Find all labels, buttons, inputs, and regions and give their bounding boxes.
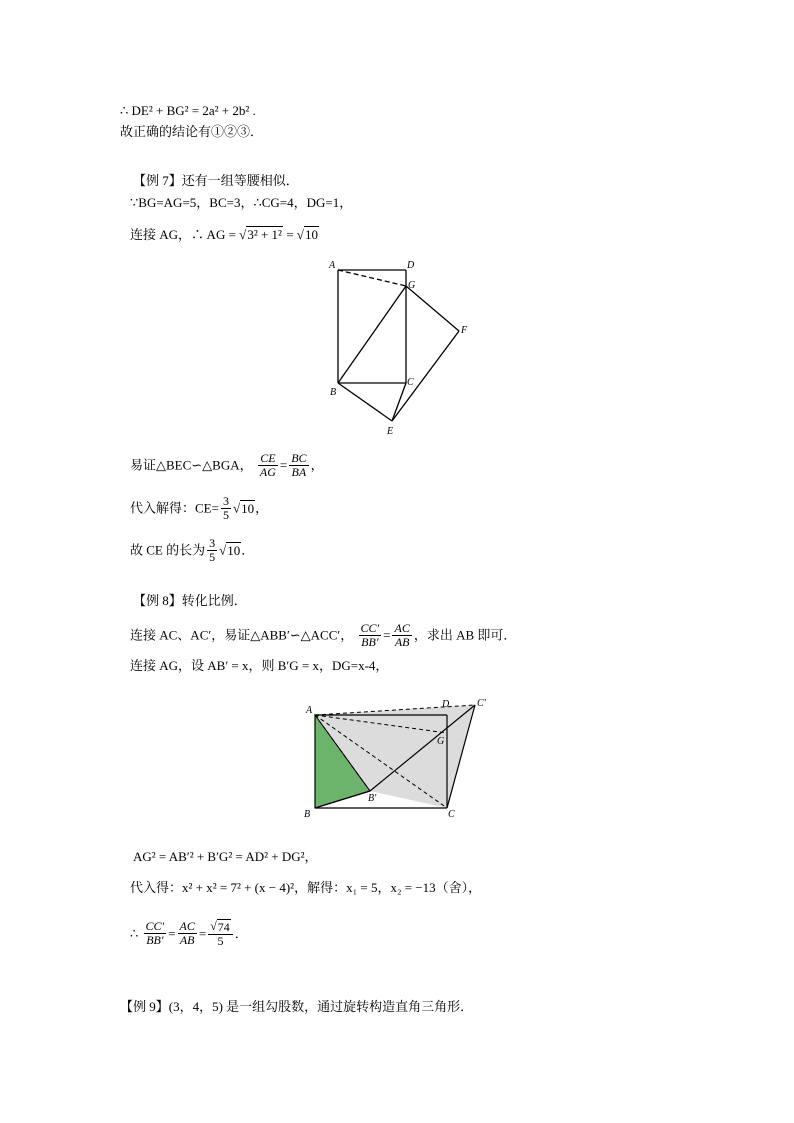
edge-BE xyxy=(338,383,392,421)
example-8-result: ∴ $\frac{CC'}{BB'}$ = $\frac{AC}{AB}$ = $\frac{√74}{5}$ ． xyxy=(130,919,248,948)
example-9-title: 【例 9】(3，4，5) 是一组勾股数，通过旋转构造直角三角形． xyxy=(120,999,474,1015)
example-8-title: 【例 8】转化比例． xyxy=(133,593,247,609)
label-G: G xyxy=(408,280,416,291)
edge-FE xyxy=(392,331,459,421)
example-7-similarity: 易证△BEC∽△BGA， $\frac{CE}{AG}$ = $\frac{BC}{BA}$ ， xyxy=(130,451,324,479)
example-7-connect: 连接 AG，∴ AG = √3² + 1² = √10 xyxy=(130,227,318,243)
label-B: B xyxy=(330,387,337,398)
label-F: F xyxy=(461,325,468,336)
equation-line: ∴ DE² + BG² = 2a² + 2b² . xyxy=(120,103,256,119)
example-8-line1: 连接 AC、AC′，易证△ABB′∽△ACC′， $\frac{CC'}{BB'}$ = $\frac{AC}{AB}$ ，求出 AB 即可． xyxy=(130,621,517,649)
label-A: A xyxy=(306,705,313,716)
example-7-title: 【例 7】还有一组等腰相似． xyxy=(133,173,299,189)
label-B: B xyxy=(304,809,311,820)
example-8-line2: 连接 AG，设 AB′ = x，则 B′G = x，DG=x-4， xyxy=(130,658,389,674)
example-7-solve: 代入解得：CE= $\frac{3}{5}$ √10， xyxy=(130,494,269,522)
label-D: D xyxy=(407,260,415,271)
label-B2: B′ xyxy=(368,793,377,804)
edge-AG-dashed xyxy=(338,270,406,286)
example-7-given: ∵BG=AG=5，BC=3，∴CG=4，DG=1， xyxy=(130,195,353,211)
example-8-eq2: 代入得：x² + x² = 7² + (x − 4)²，解得：x₁ = 5，x₂ = −13（舍）， xyxy=(130,880,482,896)
example-7-answer: 故 CE 的长为 $\frac{3}{5}$ √10． xyxy=(130,536,255,564)
label-G: G xyxy=(437,736,445,747)
edge-CE xyxy=(392,383,406,421)
edge-BG xyxy=(338,286,406,383)
label-E: E xyxy=(387,426,394,437)
example-8-figure xyxy=(300,693,500,823)
example-8-eq1: AG² = AB′² + B′G² = AD² + DG²， xyxy=(133,849,318,865)
label-C2: C′ xyxy=(477,698,486,709)
conclusion-line: 故正确的结论有①②③． xyxy=(120,124,264,140)
label-A: A xyxy=(329,260,336,271)
edge-GF xyxy=(406,286,459,331)
label-C: C xyxy=(448,809,455,820)
label-C: C xyxy=(407,377,414,388)
example-7-figure xyxy=(320,256,480,441)
label-D: D xyxy=(442,699,450,710)
